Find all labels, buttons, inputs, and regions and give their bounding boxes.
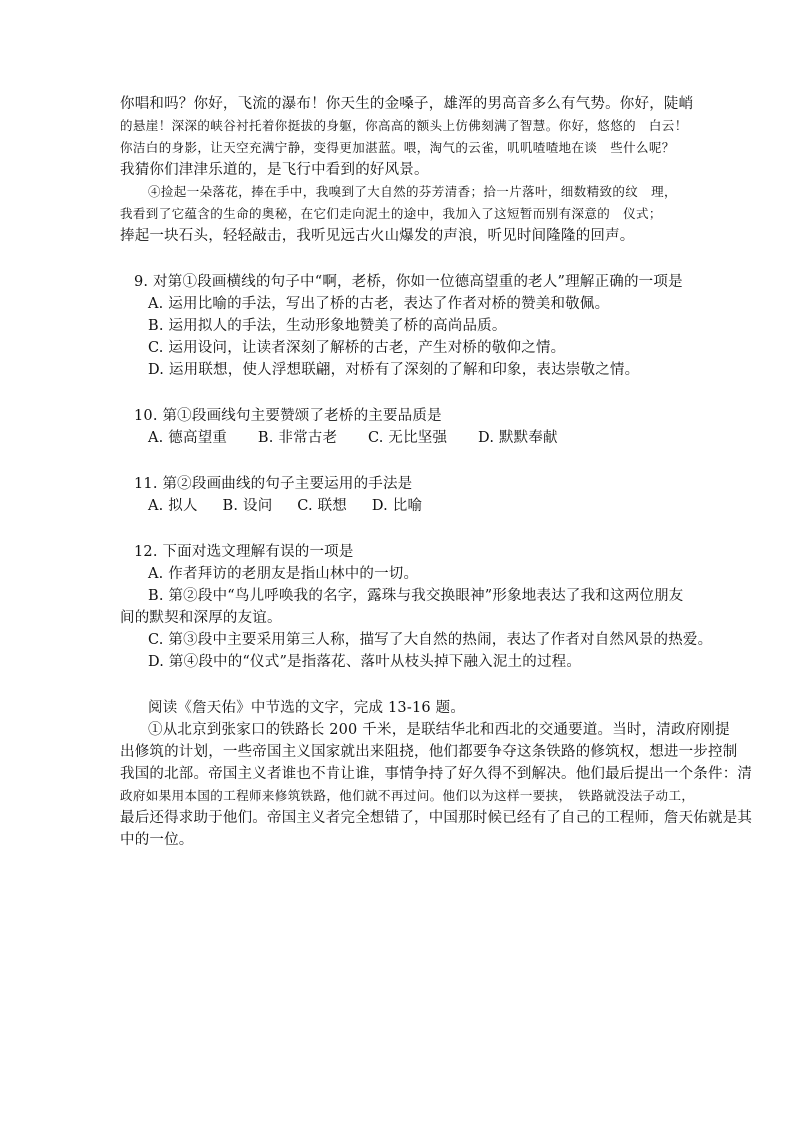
question-stem: 10. 第①段画线句主要赞颂了老桥的主要品质是: [134, 408, 442, 424]
text-line: 你唱和吗？你好，飞流的瀑布！你天生的金嗓子，雄浑的男高音多么有气势。你好，陡峭: [120, 96, 694, 112]
question-10: [120, 405, 680, 449]
options-row: [120, 427, 680, 449]
option-d: D. 运用联想，使人浮想联翩，对桥有了深刻的了解和印象，表达崇敬之情。: [148, 362, 640, 378]
text-line: 我猜你们津津乐道的，是飞行中看到的好风景。: [120, 162, 429, 178]
option-a: A. 拟人: [148, 498, 198, 514]
option-c: C. 无比坚强: [368, 430, 448, 446]
option-c: C. 运用设问，让读者深刻了解桥的古老，产生对桥的敬仰之情。: [148, 340, 566, 356]
option-b-continued: 间的默契和深厚的友谊。: [120, 610, 282, 626]
option-a: A. 作者拜访的老朋友是指山林中的一切。: [148, 566, 419, 582]
option-b: B. 第②段中“鸟儿呼唤我的名字，露珠与我交换眼神”形象地表达了我和这两位朋友: [148, 588, 684, 604]
option-b: B. 设问: [222, 498, 273, 514]
option-c: C. 第③段中主要采用第三人称，描写了大自然的热闹，表达了作者对自然风景的热爱。: [148, 632, 713, 648]
text-line: 最后还得求助于他们。帝国主义者完全想错了，中国那时候已经有了自己的工程师，詹天佑就是其: [120, 810, 753, 826]
option-c: C. 联想: [297, 498, 347, 514]
passage-zhan-tianyou: [120, 697, 753, 851]
question-stem: 9. 对第①段画横线的句子中“啊，老桥，你如一位德高望重的老人”理解正确的一项是: [134, 274, 683, 290]
paragraph-4-line: 我看到了它蕴含的生命的奥秘，在它们走向泥土的途中，我加入了这短暂而别有深意的 仪式；: [120, 206, 662, 221]
question-stem: 11. 第②段画曲线的句子主要运用的手法是: [134, 476, 413, 492]
question-11: [120, 473, 680, 517]
text-line: 出修筑的计划，一些帝国主义国家就出来阻挠，他们都要争夺这条铁路的修筑权，想进一步控制: [120, 744, 738, 760]
text-line: 的悬崖！深深的峡谷衬托着你挺拔的身躯，你高高的额头上仿佛刻满了智慧。你好，悠悠的 白云！: [120, 118, 688, 133]
option-d: D. 第④段中的“仪式”是指落花、落叶从枝头掉下融入泥土的过程。: [148, 654, 582, 670]
reading-instruction: 阅读《詹天佑》中节选的文字，完成 13-16 题。: [148, 700, 466, 716]
option-a: A. 德高望重: [148, 430, 228, 446]
passage-continuation: [120, 93, 694, 247]
option-d: D. 默默奉献: [478, 430, 558, 446]
option-b: B. 运用拟人的手法，生动形象地赞美了桥的高尚品质。: [148, 318, 507, 334]
question-9: [120, 271, 683, 381]
question-stem: 12. 下面对选文理解有误的一项是: [134, 544, 354, 560]
document-page: [120, 93, 753, 851]
option-a: A. 运用比喻的手法，写出了桥的古老，表达了作者对桥的赞美和敬佩。: [148, 296, 610, 312]
text-line: 政府如果用本国的工程师来修筑铁路，他们就不再过问。他们以为这样一要挟， 铁路就没法子动工，: [120, 788, 695, 803]
option-d: D. 比喻: [371, 498, 423, 514]
text-line: 中的一位。: [120, 832, 194, 848]
option-b: B. 非常古老: [257, 430, 338, 446]
options-row: [120, 495, 680, 517]
question-12: [120, 541, 713, 673]
text-line: ①从北京到张家口的铁路长 200 千米，是联结华北和西北的交通要道。当时，清政府刚提: [148, 722, 730, 738]
paragraph-4-line: ④捡起一朵落花，捧在手中，我嗅到了大自然的芬芳清香；拾一片落叶，细数精致的纹 理，: [148, 184, 677, 199]
text-line: 你洁白的身影，让天空充满宁静，变得更加湛蓝。喂，淘气的云雀，叽叽喳喳地在谈 些什么呢？: [120, 140, 675, 155]
paragraph-4-line: 捧起一块石头，轻轻敲击，我听见远古火山爆发的声浪，听见时间隆隆的回声。: [120, 228, 635, 244]
text-line: 我国的北部。帝国主义者谁也不肯让谁，事情争持了好久得不到解决。他们最后提出一个条件：清: [120, 766, 753, 782]
